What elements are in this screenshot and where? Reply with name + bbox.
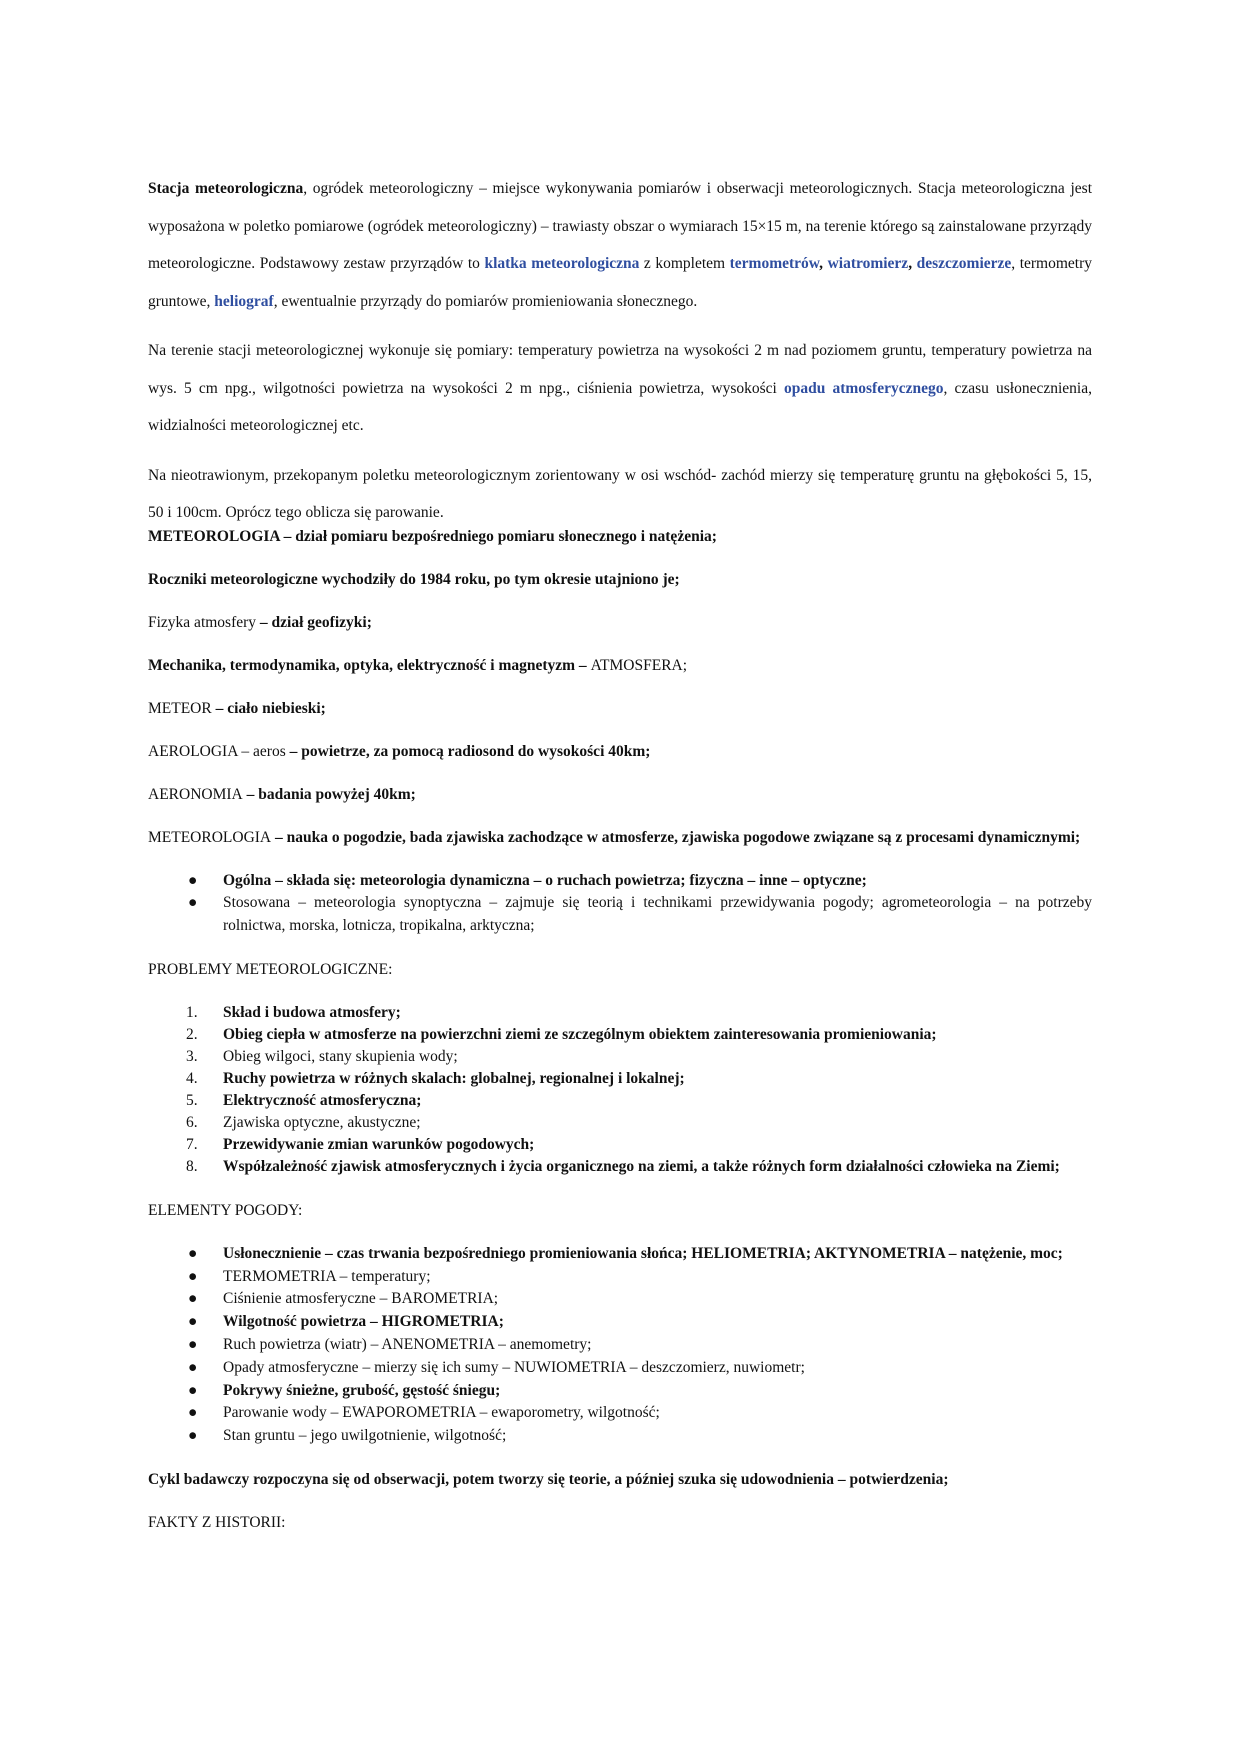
text-run: , ogródek meteorologiczny – miejsce wykonywania pomiarów i obserwacji meteorologicznych. Stacja meteorologiczna jest wyposażona w poletko pomiarowe (ogródek meteorologiczny) – trawiasty obszar o wymiarach 15×15 m, na terenie którego są zainstalowane przyrządy meteorologiczne. Podstawowy zestaw przyrządów to — [148, 180, 1092, 272]
list-item — [148, 892, 1092, 938]
text-run: METEOR — [148, 699, 212, 717]
link-opadu[interactable]: opadu atmosferycznego — [783, 379, 944, 397]
elements-heading: ELEMENTY POGODY: — [148, 1201, 303, 1219]
list-item — [148, 1090, 1092, 1112]
line-fizyka — [148, 612, 1092, 634]
bullet-icon: ● — [188, 1404, 198, 1422]
text-run: , ewentualnie przyrządy do pomiarów promieniowania słonecznego. — [273, 292, 698, 310]
text-run: z kompletem — [639, 255, 730, 272]
text-run: – powietrze, za pomocą radiosond do wysokości 40km; — [285, 742, 651, 760]
text-run: , — [819, 255, 828, 272]
intro-paragraph-2 — [148, 332, 1092, 445]
bullet-icon: ● — [188, 894, 198, 912]
text-run: 5. — [186, 1091, 198, 1109]
link-deszczomierze[interactable]: deszczomierze — [916, 255, 1012, 272]
list-item — [148, 1046, 1092, 1068]
list-item — [148, 1402, 1092, 1425]
text-run: Obieg ciepła w atmosferze na powierzchni ziemi ze szczególnym obiektem zainteresowania promieniowania; — [223, 1025, 937, 1043]
line-aeronomia — [148, 784, 1092, 806]
bullet-icon: ● — [188, 1313, 198, 1331]
list-item — [148, 1024, 1092, 1046]
link-klatka[interactable]: klatka meteorologiczna — [484, 255, 640, 272]
text-run: 6. — [186, 1113, 198, 1131]
text-run: – badania powyżej 40km; — [242, 785, 416, 803]
link-termometrow[interactable]: termometrów — [729, 255, 820, 272]
intro-paragraph-3: Na nieotrawionym, przekopanym poletku meteorologicznym zorientowany w osi wschód- zachód mierzy się temperaturę gruntu na głębokości 5, 15, 50 i 100cm. Oprócz tego oblicza się parowanie. — [148, 466, 1092, 521]
text-run: – dział geofizyki; — [256, 613, 372, 631]
text-run: METEOROLOGIA — [148, 828, 272, 846]
bullet-icon: ● — [188, 1381, 198, 1399]
text-run: Stosowana – meteorologia synoptyczna – zajmuje się teorią i technikami przewidywania pogody; agrometeorologia – na potrzeby rolnictwa, morska, lotnicza, tropikalna, arktyczna; — [223, 894, 1092, 935]
text-run: – nauka o pogodzie, bada zjawiska zachodzące w atmosferze, zjawiska pogodowe związane są z procesami dynamicznymi; — [271, 828, 1081, 846]
text-run: Ogólna – składa się: meteorologia dynamiczna – o ruchach powietrza; fizyczna – inne – optyczne; — [223, 871, 867, 889]
intro-paragraph-1 — [148, 170, 1092, 320]
text-run: Fizyka atmosfery — [148, 613, 257, 631]
text-run: – ciało niebieski; — [211, 699, 326, 717]
list-item — [148, 1425, 1092, 1448]
text-run: TERMOMETRIA – temperatury; — [223, 1267, 431, 1285]
text-run: Ruch powietrza (wiatr) – ANENOMETRIA – anemometry; — [223, 1336, 592, 1354]
text-run: , czasu usłonecznienia, widzialności meteorologicznej etc. — [148, 379, 1092, 434]
text-run: Ciśnienie atmosferyczne – BAROMETRIA; — [223, 1290, 499, 1308]
line-aerologia — [148, 741, 1092, 763]
text-run: Pokrywy śnieżne, grubość, gęstość śniegu; — [223, 1381, 501, 1399]
text-run: 3. — [186, 1047, 198, 1065]
meteorologia-types-list — [148, 870, 1092, 938]
text-run: , termometry gruntowe, — [148, 255, 1093, 310]
bullet-icon: ● — [188, 1336, 198, 1354]
text-run: 8. — [186, 1157, 198, 1175]
list-item — [148, 1156, 1092, 1178]
line-roczniki: Roczniki meteorologiczne wychodziły do 1984 roku, po tym okresie utajniono je; — [148, 570, 680, 588]
bullet-icon: ● — [188, 1244, 198, 1262]
text-run: , — [908, 255, 917, 272]
list-item — [148, 1134, 1092, 1156]
text-run: Elektryczność atmosferyczna; — [223, 1091, 422, 1109]
document-page — [148, 170, 1092, 1555]
text-run: Opady atmosferyczne – mierzy się ich sumy – NUWIOMETRIA – deszczomierz, nuwiometr; — [223, 1358, 805, 1376]
text-run: Zjawiska optyczne, akustyczne; — [223, 1113, 421, 1131]
text-run: Usłonecznienie – czas trwania bezpośredniego promieniowania słońca; HELIOMETRIA; AKTYNOMETRIA – natężenie, moc; — [223, 1244, 1063, 1262]
bullet-icon: ● — [188, 1290, 198, 1308]
list-item — [148, 1288, 1092, 1311]
text-run: Parowanie wody – EWAPOROMETRIA – ewaporometry, wilgotność; — [223, 1404, 660, 1422]
text-run: 4. — [186, 1069, 198, 1087]
link-heliograf[interactable]: heliograf — [214, 292, 274, 310]
text-run: ATMOSFERA; — [590, 656, 688, 674]
list-item — [148, 870, 1092, 893]
problems-list — [148, 1002, 1092, 1178]
list-item — [148, 1243, 1092, 1266]
text-run: Na terenie stacji meteorologicznej wykonuje się pomiary: temperatury powietrza na wysokości 2 m nad poziomem gruntu, temperatury powietrza na wys. 5 cm npg., wilgotności powietrza na wysokości 2 m npg., ciśnienia powietrza, wysokości — [148, 342, 1092, 397]
text-run: Skład i budowa atmosfery; — [223, 1003, 401, 1021]
list-item — [148, 1380, 1092, 1403]
bullet-icon: ● — [188, 1267, 198, 1285]
link-wiatromierz[interactable]: wiatromierz — [827, 255, 909, 272]
text-run: Wilgotność powietrza – HIGROMETRIA; — [223, 1313, 504, 1331]
line-meteor — [148, 698, 1092, 720]
line-meteorologia-nauka — [148, 827, 1092, 849]
list-item — [148, 1068, 1092, 1090]
term-stacja: Stacja meteorologiczna — [148, 180, 304, 197]
problems-heading: PROBLEMY METEOROLOGICZNE: — [148, 960, 393, 978]
line-cykl-badawczy: Cykl badawczy rozpoczyna się od obserwacji, potem tworzy się teorie, a później szuka się udowodnienia – potwierdzenia; — [148, 1471, 949, 1489]
text-run: Mechanika, termodynamika, optyka, elektryczność i magnetyzm – — [148, 656, 591, 674]
facts-heading: FAKTY Z HISTORII: — [148, 1514, 286, 1532]
text-run: 2. — [186, 1025, 198, 1043]
text-run: Stan gruntu – jego uwilgotnienie, wilgotność; — [223, 1427, 507, 1445]
text-run: 7. — [186, 1135, 198, 1153]
bullet-icon: ● — [188, 871, 198, 889]
text-run: AEROLOGIA – aeros — [148, 742, 286, 760]
text-run: Przewidywanie zmian warunków pogodowych; — [223, 1135, 535, 1153]
elements-list — [148, 1243, 1092, 1448]
text-run: Ruchy powietrza w różnych skalach: globalnej, regionalnej i lokalnej; — [223, 1069, 685, 1087]
list-item — [148, 1311, 1092, 1334]
list-item — [148, 1357, 1092, 1380]
line-mechanika — [148, 655, 1092, 677]
text-run: 1. — [186, 1003, 198, 1021]
bullet-icon: ● — [188, 1427, 198, 1445]
list-item — [148, 1112, 1092, 1134]
list-item — [148, 1002, 1092, 1024]
text-run: AERONOMIA — [148, 785, 243, 803]
bullet-icon: ● — [188, 1358, 198, 1376]
text-run: Współzależność zjawisk atmosferycznych i życia organicznego na ziemi, a także różnych form działalności człowieka na Ziemi; — [223, 1157, 1060, 1175]
text-run: Obieg wilgoci, stany skupienia wody; — [223, 1047, 458, 1065]
list-item — [148, 1266, 1092, 1289]
list-item — [148, 1334, 1092, 1357]
line-meteorologia-dzial: METEOROLOGIA – dział pomiaru bezpośredniego pomiaru słonecznego i natężenia; — [148, 527, 717, 545]
